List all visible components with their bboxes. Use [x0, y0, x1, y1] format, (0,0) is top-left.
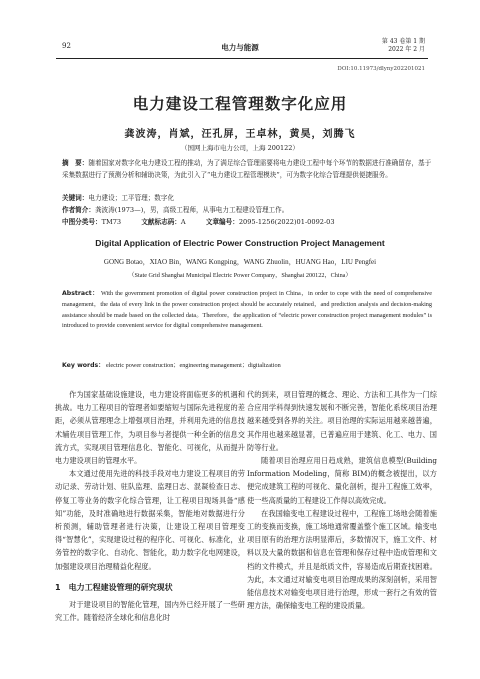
keywords-en: [62, 360, 432, 369]
doc-code-label: 文献标志码：: [141, 218, 181, 226]
clc-code: TM73: [101, 218, 122, 226]
keywords-cn-text: 电力建设；工平管理；数字化: [88, 194, 175, 202]
issue-date: 2022 年 2 月: [388, 46, 425, 53]
body-paragraph: 在我国输变电工程建设过程中，工程施工场地会随着施工的变换而变换，施工场地通常覆盖整个施工区域。输变电项目原有的治理方法明显滞后，多数情况下，施工文件、材料以及大量的数据和信息在管理和保存过程中造成管理和文档的文件模式，并且是纸质文件，容易造成后期查找困难。为此，本文通过对输变电项目治理成果的深刻剖析，采用智能信息技术对输变电项目进行治理，形成一套行之有效的管理方法，确保输变电工程的建设质量。: [247, 508, 437, 611]
section-heading: 1 电力工程建设管理的研究现状: [55, 582, 173, 592]
body-paragraph: 代的到来，项目管理的概念、理论、方法和工具作为一门综合应用学科得到快速发展和不断完善，智能化系统项目治理越来越受到各界的关注。项目治理的实际运用越来越普遍，其作用也越来越显著，已普遍应用于建筑、化工、电力、国防等行业。: [247, 390, 437, 452]
body-paragraph: 作为国家基础设施建设，电力建设将面临更多的机遇和挑战。电力工程项目的管理者如要缩短与国际先进程度的差距，必须从管理理念上增强项目治理，并利用先进的信息技术辅佐项目管理工作，为项目参与者提供一种全新的信息交流方式，实现项目管理信息化、智能化、可视化，从而提升电力建设项目的管理水平。: [55, 390, 245, 466]
abstract-en: [62, 289, 432, 332]
keywords-cn: [62, 193, 432, 205]
classification-line: [62, 217, 432, 229]
issue-volume: 第 43 卷第 1 期: [381, 38, 425, 45]
abstract-cn: [62, 158, 432, 181]
paper-authors-en: GONG Botao，XIAO Bin，WANG Kongping，WANG Zhuolin，HUANG Hao，LIU Pengfei: [103, 258, 377, 266]
abstract-en-text: With the government promotion of digital power construction project in China，in order to cope with the need of comprehensive management，the data of every link in the power construction project should be accurately retained，and prediction analysis and decision-making assistance should be made based on the collected data。Therefore，the application of “electric power construction project management modules” is introduced to provide convenient service for digital comprehensive management.: [62, 290, 432, 330]
body-column-left: [55, 388, 245, 624]
page-number: 92: [62, 42, 71, 50]
clc-label: 中图分类号：: [62, 218, 102, 226]
header-rule: [56, 58, 428, 59]
journal-name: 电力与能源: [221, 43, 259, 52]
keywords-en-label: Key words：: [62, 362, 105, 369]
paper-title-en: Digital Application of Electric Power Construction Project Management: [95, 238, 385, 248]
doc-code: A: [180, 218, 186, 226]
body-paragraph: 对于建设项目的智能化管理，国内外已经开展了一些研究工作。随着经济全球化和信息化时: [55, 600, 245, 623]
keywords-en-text: electric power construction；engineering management；digitalization: [105, 362, 281, 369]
doi: DOI:10.11973/dlyny202201021: [337, 66, 425, 72]
author-intro: [62, 205, 432, 217]
body-column-right: [247, 388, 437, 612]
paper-title: 电力建设工程管理数字化应用: [132, 95, 348, 113]
abstract-cn-label: 摘 要：: [62, 159, 89, 167]
paper-authors: 龚波涛，肖斌，汪孔屏，王卓林，黄昊，刘腾飞: [124, 129, 356, 140]
paper-affiliation: （国网上海市电力公司，上海 200122）: [181, 144, 299, 152]
abstract-en-label: Abstract：: [62, 290, 99, 297]
author-intro-text: 龚波涛(1973—)，男，高级工程师，从事电力工程建设管理工作。: [94, 206, 289, 214]
keywords-cn-label: 关键词：: [62, 194, 89, 202]
abstract-cn-text: 随着国家对数字化电力建设工程的推动，为了满足综合管理需要将电力建设工程中每个环节的数据进行准确留存，基于采集数据进行了预测分析和辅助决策，为此引入了“电力建设工程管理模块”，可为数字化综合管理提供便捷服务。: [62, 159, 432, 179]
issue-info: [382, 38, 425, 54]
author-intro-label: 作者简介：: [62, 206, 95, 214]
article-number-label: 文章编号：: [205, 218, 239, 226]
body-paragraph: 本文通过使用先进的科技手段对电力建设工程项目的劳动记录、劳动计划、驻队监理、监理日志、混凝检查日志、停复工等业务的数字化综合管理，让工程项目现场具备“感知”功能，及时准确地进行数据采集，智能地对数据进行分析预测，辅助管理者进行决策，让建设工程项目管理变得“智慧化”，实现建设过程的程序化、可视化、标准化，业务管控的数字化、自动化、智能化，助力数字化电网建设，加强建设项目治理精益化程度。: [55, 469, 245, 571]
article-number: 2095-1256(2022)01-0092-03: [238, 218, 335, 226]
body-paragraph: 随着项目治理应用日趋成熟，建筑信息模型(Building Information Modeling，简称 BIM)的概念被提出，以方便完成建筑工程的可视化、量化剖析，提升工程施工效率，使一些高质量的工程建设工作得以高效完成。: [247, 456, 437, 505]
paper-affiliation-en: （State Grid Shanghai Municipal Electric Power Company，Shanghai 200122，China）: [128, 272, 352, 279]
